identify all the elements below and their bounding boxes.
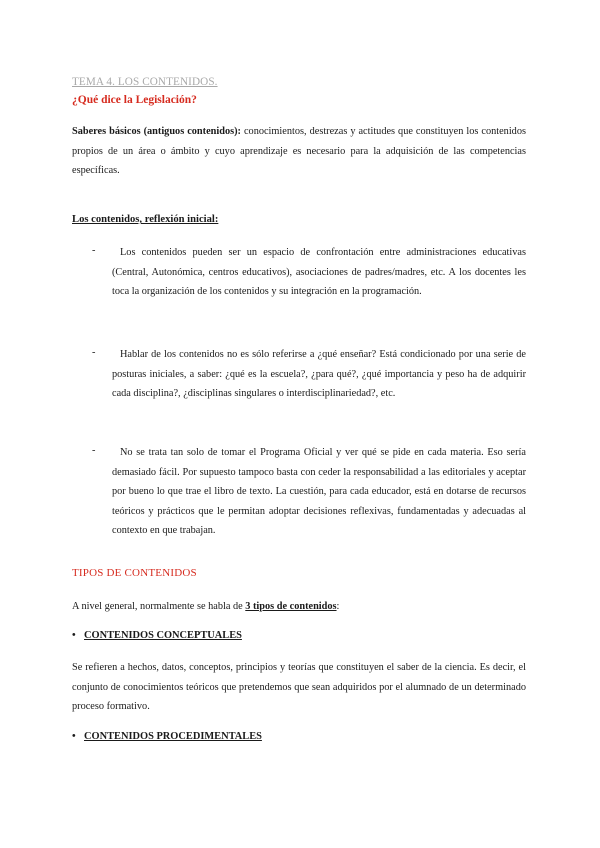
reflexion-bullet-1 <box>112 243 526 302</box>
procedimentales-heading-row <box>72 731 262 742</box>
bullet-marker: - <box>92 245 96 256</box>
tipos-intro-text: A nivel general, normalmente se habla de <box>72 601 246 612</box>
reflexion-bullet-2 <box>112 345 526 404</box>
conceptuales-paragraph: Se refieren a hechos, datos, conceptos, principios y teorías que constituyen el saber de la ciencia. Es decir, el conjunto de conocimientos teóricos que pretendemos que sean adquiridos por el alumnado de un determinado proceso formativo. <box>72 662 526 713</box>
tipos-heading: TIPOS DE CONTENIDOS <box>72 567 197 579</box>
bullet-dot: • <box>72 731 76 742</box>
procedimentales-heading: CONTENIDOS PROCEDIMENTALES <box>84 731 262 742</box>
conceptuales-heading-row <box>72 630 242 641</box>
reflexion-bullet-3 <box>112 443 526 541</box>
bullet-marker: - <box>92 445 96 456</box>
saberes-label: Saberes básicos (antiguos contenidos): <box>72 126 241 137</box>
bullet-text: Los contenidos pueden ser un espacio de confrontación entre administraciones educativas (Central, Autonómica, centros educativos), asociaciones de padres/madres, etc. A los docentes les toca la organización de los contenidos y su integración en la programación. <box>112 247 526 298</box>
tipos-count: 3 tipos de contenidos <box>245 601 337 612</box>
saberes-paragraph <box>72 122 526 181</box>
bullet-text: No se trata tan solo de tomar el Programa Oficial y ver qué se pide en cada materia. Eso sería demasiado fácil. Por supuesto tampoco basta con ceder la responsabilidad a las editoriales y aceptar por bueno lo que trae el libro de texto. La cuestión, para cada educador, está en dotarse de recursos teóricos y prácticos que le permitan adoptar decisiones reflexivas, fundamentadas y adecuadas al contexto en que trabajan. <box>112 447 526 537</box>
bullet-marker: - <box>92 347 96 358</box>
reflexion-heading: Los contenidos, reflexión inicial: <box>72 214 219 225</box>
bullet-dot: • <box>72 630 76 641</box>
tipos-intro-colon: : <box>336 601 340 612</box>
tipos-intro <box>72 597 526 617</box>
conceptuales-heading: CONTENIDOS CONCEPTUALES <box>84 630 242 641</box>
saberes-text: conocimientos, destrezas y actitudes que constituyen los contenidos propios de un área o ámbito y cuyo aprendizaje es necesario para la adquisición de las competencias específicas. <box>72 126 526 177</box>
bullet-text: Hablar de los contenidos no es sólo referirse a ¿qué enseñar? Está condicionado por una serie de posturas iniciales, a saber: ¿qué es la escuela?, ¿para qué?, ¿qué importancia y peso ha de adquirir cada disciplina?, ¿disciplinas singulares o interdisciplinariedad?, etc. <box>112 349 526 400</box>
document-title: TEMA 4. LOS CONTENIDOS. <box>72 76 218 88</box>
legislation-question: ¿Qué dice la Legislación? <box>72 94 197 106</box>
